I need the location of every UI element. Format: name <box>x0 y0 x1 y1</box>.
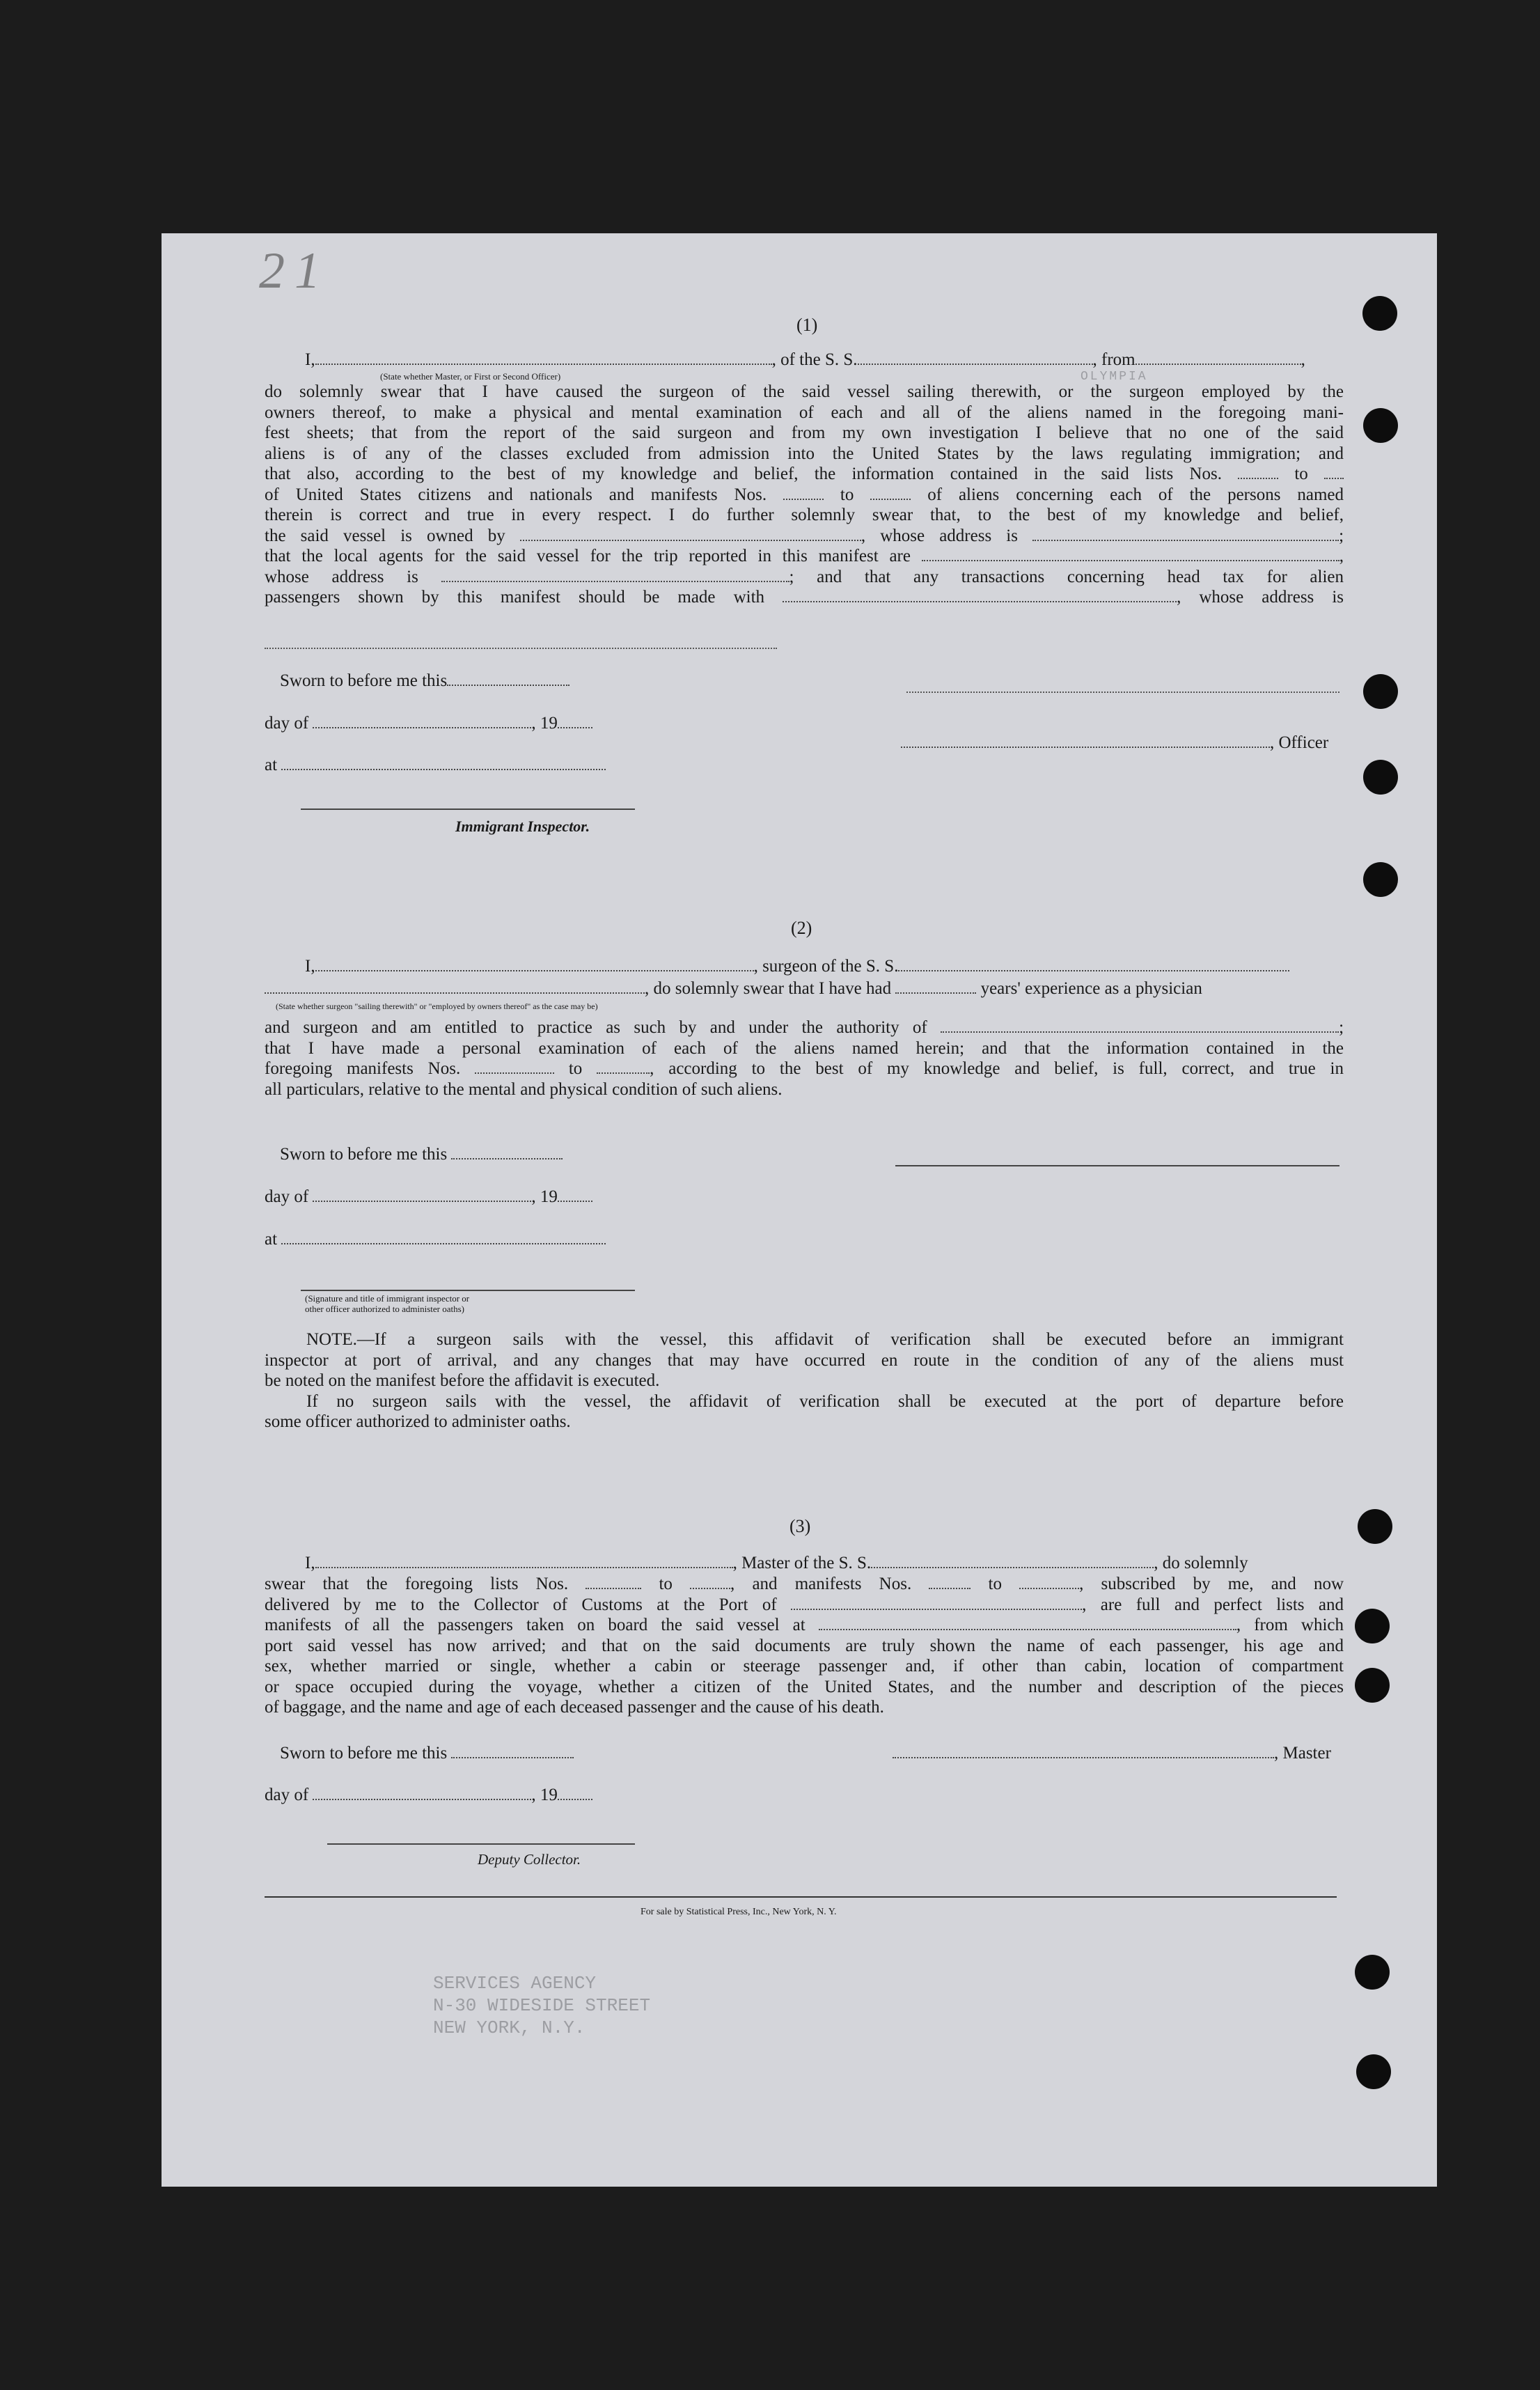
punch-hole <box>1363 674 1398 709</box>
affidavit-1-at: at <box>265 755 606 776</box>
punch-hole <box>1363 760 1398 795</box>
affidavit-2-signature-blank <box>895 1165 1339 1166</box>
affidavit-1-inspector-label: Immigrant Inspector. <box>455 818 590 835</box>
affidavit-3-day-of: day of , 19 <box>265 1785 592 1806</box>
punch-hole <box>1362 296 1397 331</box>
affidavit-1-line-1: I, , of the S. S. , from , <box>305 350 1305 369</box>
affidavit-2-at: at <box>265 1229 606 1250</box>
affidavit-2-inspector-rule <box>301 1290 635 1291</box>
punch-hole <box>1355 1609 1390 1643</box>
affidavit-2-day-of: day of , 19 <box>265 1187 592 1208</box>
affidavit-2-note: NOTE.—If a surgeon sails with the vessel, this affidavit of verification shall be executed before an immigrant inspector at port of arrival, and any changes that may have occurred en route in the condition of any of the aliens must be noted on the manifest before the affidavit is executed. If no surgeon sails with the vessel, the affidavit of verification shall be executed at the port of departure before some officer authorized to administer oaths. <box>265 1330 1344 1431</box>
affidavit-1-body: do solemnly swear that I have caused the surgeon of the said vessel sailing therewith, or the surgeon employed by the owners thereof, to make a physical and mental examination of each and all of the aliens named in the foregoing mani- fest sheets; that from the report of the said surgeon and from my own investigation I believe that no one of the said aliens is of any of the classes excluded from admission into the United States by the laws regulating immigration; and that also, according to the best of my knowledge and belief, the information contained in the said lists Nos. to of United States citizens and nationals and manifests Nos. to of aliens concerning each of the persons named therein is correct and true in every respect. I do further solemnly swear that, to the best of my knowledge and belief, the said vessel is owned by , whose address is ; that the local agents for the said vessel for the trip reported in this manifest are , whose address is ; and that any transactions concerning head tax for alien passengers shown by this manifest should be made with , whose address is <box>265 382 1344 607</box>
affidavit-2-line-1: I, , surgeon of the S. S. <box>305 956 1289 977</box>
page-number-handwritten: 21 <box>259 242 330 299</box>
affidavit-1-number: (1) <box>796 315 818 335</box>
footer-printer: For sale by Statistical Press, Inc., New York, N. Y. <box>641 1907 837 1917</box>
affidavit-3-line-1: I, , Master of the S. S. , do solemnly <box>305 1554 1248 1572</box>
footer-rule <box>265 1896 1337 1898</box>
affidavit-3-number: (3) <box>789 1516 811 1536</box>
manifest-form-page <box>162 233 1437 2187</box>
affidavit-3-body: swear that the foregoing lists Nos. to , and manifests Nos. to , subscribed by me, and now delivered by me to the Collector of Customs at the Port of , are full and perfect lists and manifests of all the passengers taken on board the said vessel at , from which port said vessel has now arrived; and that on the said documents are truly shown the name of each passenger, his age and sex, whether married or single, whether a cabin or steerage passenger and, if other than cabin, location of compartment or space occupied during the voyage, whether a citizen of the United States, and the number and description of the pieces of baggage, and the name and age of each deceased passenger and the cause of his death. <box>265 1575 1344 1717</box>
affidavit-2-signature-note-1: (Signature and title of immigrant inspector or <box>305 1293 470 1304</box>
affidavit-2-line-2: , do solemnly swear that I have had years' experience as a physician <box>265 978 1202 999</box>
affidavit-1-rule <box>265 648 777 649</box>
affidavit-1-officer-line: , Officer <box>901 733 1328 753</box>
affidavit-2-signature-note-2: other officer authorized to administer oaths) <box>305 1304 464 1314</box>
affidavit-2-state-note: (State whether surgeon "sailing therewith" or "employed by owners thereof" as the case may be) <box>276 1001 598 1011</box>
affidavit-2-number: (2) <box>791 918 812 938</box>
affidavit-1-sworn: Sworn to before me this <box>280 671 569 692</box>
affidavit-3-deputy-rule <box>327 1843 635 1845</box>
affidavit-1-inspector-rule <box>301 809 635 810</box>
bleed-through-stamp-3: NEW YORK, N.Y. <box>433 2017 586 2038</box>
bleed-through-ship-name: OLYMPIA <box>1081 370 1148 384</box>
affidavit-3-master-line: , Master <box>893 1743 1331 1764</box>
punch-hole <box>1363 862 1398 897</box>
affidavit-2-sworn: Sworn to before me this <box>280 1144 563 1165</box>
affidavit-1-day-of: day of , 19 <box>265 713 592 734</box>
bleed-through-stamp-1: SERVICES AGENCY <box>433 1973 597 1994</box>
affidavit-3-deputy-label: Deputy Collector. <box>478 1851 581 1868</box>
bleed-through-stamp-2: N-30 WIDESIDE STREET <box>433 1995 651 2016</box>
punch-hole <box>1355 1668 1390 1703</box>
affidavit-3-sworn: Sworn to before me this <box>280 1743 574 1764</box>
punch-hole <box>1358 1509 1392 1544</box>
punch-hole <box>1355 1955 1390 1990</box>
punch-hole <box>1363 408 1398 443</box>
punch-hole <box>1356 2054 1391 2089</box>
affidavit-2-body: and surgeon and am entitled to practice as such by and under the authority of ; that I have made a personal examination of each of the aliens named herein; and that the information contained in the foregoing manifests Nos. to , according to the best of my knowledge and belief, is full, correct, and true in all particulars, relative to the mental and physical condition of such aliens. <box>265 1018 1344 1099</box>
affidavit-1-state-note: (State whether Master, or First or Second Officer) <box>380 371 561 382</box>
affidavit-1-officer-blank-1 <box>906 692 1339 693</box>
